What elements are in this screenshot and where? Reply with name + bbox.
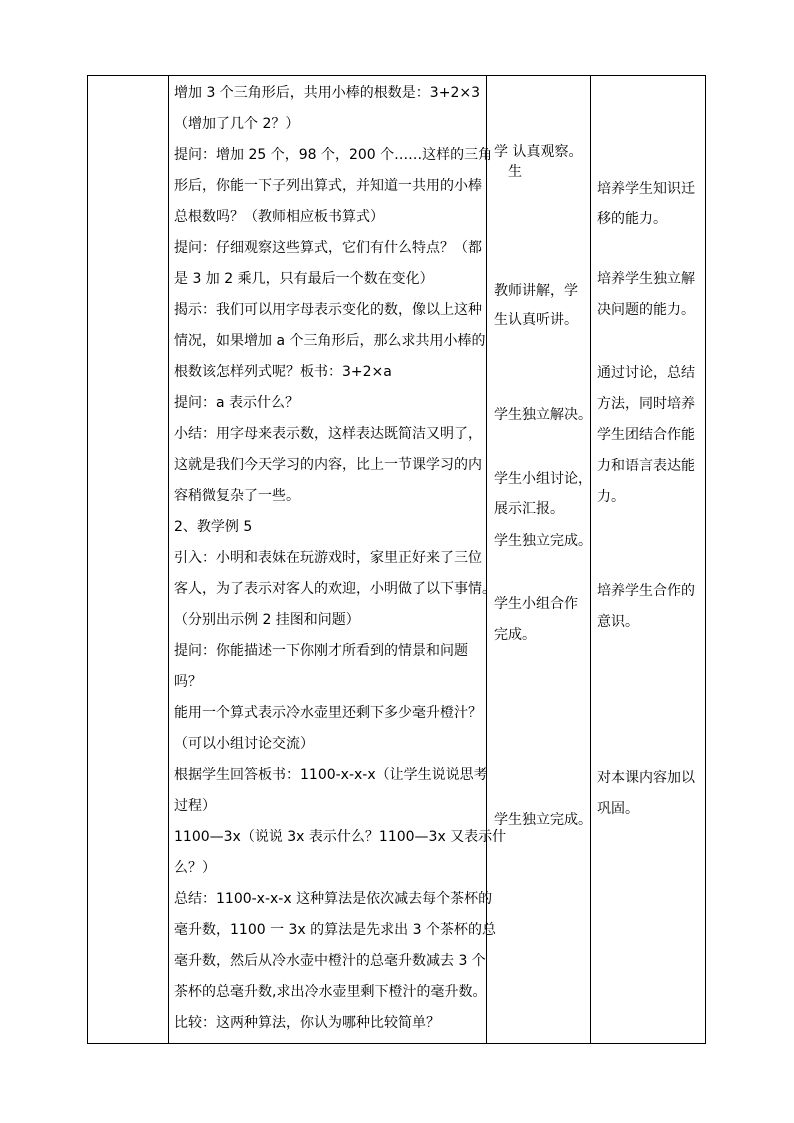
content-line: 比较：这两种算法，你认为哪种比较简单？ xyxy=(174,1015,440,1031)
activity-line: 学 认真观察。 xyxy=(494,144,583,160)
activity-line: 学生独立完成。 xyxy=(494,812,592,828)
content-line: 提问：你能描述一下你刚才所看到的情景和问题 xyxy=(174,643,468,659)
intent-line: 方法，同时培养 xyxy=(597,396,695,412)
content-line: 毫升数，1100 一 3x 的算法是先求出 3 个茶杯的总 xyxy=(174,922,496,938)
content-line: 么？） xyxy=(174,860,216,876)
content-line: 提问：仔细观察这些算式，它们有什么特点？（都 xyxy=(174,240,482,256)
student-activity-column xyxy=(494,76,590,1043)
content-line: 形后，你能一下子列出算式，并知道一共用的小棒 xyxy=(174,178,482,194)
content-line: 增加 3 个三角形后，共用小棒的根数是：3+2×3 xyxy=(174,85,480,101)
content-line: 吗？ xyxy=(174,674,202,690)
content-line: 过程） xyxy=(174,798,216,814)
lesson-plan-table xyxy=(87,75,706,1044)
activity-line: 学生独立解决。 xyxy=(494,407,592,423)
intent-line: 意识。 xyxy=(597,614,639,630)
content-line: 根数该怎样列式呢？板书：3+2×a xyxy=(174,364,392,380)
design-intent-column xyxy=(597,76,705,1043)
activity-line: 展示汇报。 xyxy=(494,501,564,517)
intent-line: 培养学生独立解 xyxy=(597,271,695,287)
column-divider xyxy=(590,76,591,1043)
activity-line: 完成。 xyxy=(494,627,536,643)
content-line: 总结：1100-x-x-x 这种算法是依次减去每个茶杯的 xyxy=(174,891,493,907)
content-line: 这就是我们今天学习的内容，比上一节课学习的内 xyxy=(174,457,482,473)
intent-line: 巩固。 xyxy=(597,801,639,817)
content-line: 提问：a 表示什么？ xyxy=(174,395,300,411)
content-line: 能用一个算式表示冷水壶里还剩下多少毫升橙汁？ xyxy=(174,705,482,721)
content-line: 2、教学例 5 xyxy=(174,519,253,535)
content-line: （增加了几个 2？） xyxy=(174,116,300,132)
intent-line: 学生团结合作能 xyxy=(597,427,695,443)
content-line: 提问：增加 25 个，98 个，200 个……这样的三角 xyxy=(174,147,493,163)
activity-line: 教师讲解，学 xyxy=(494,283,578,299)
blank-column xyxy=(88,76,168,1043)
content-line: 引入：小明和表妹在玩游戏时，家里正好来了三位 xyxy=(174,550,482,566)
activity-line: 学生独立完成。 xyxy=(494,533,592,549)
content-line: 总根数吗？（教师相应板书算式） xyxy=(174,209,384,225)
intent-line: 移的能力。 xyxy=(597,211,667,227)
intent-line: 培养学生知识迁 xyxy=(597,181,695,197)
content-line: 毫升数，然后从冷水壶中橙汁的总毫升数减去 3 个 xyxy=(174,953,486,969)
content-line: 揭示：我们可以用字母表示变化的数，像以上这种 xyxy=(174,302,482,318)
intent-line: 培养学生合作的 xyxy=(597,583,695,599)
intent-line: 力和语言表达能 xyxy=(597,458,695,474)
content-line: 小结：用字母来表示数，这样表达既简洁又明了， xyxy=(174,426,482,442)
content-line: 茶杯的总毫升数,求出冷水壶里剩下橙汁的毫升数。 xyxy=(174,984,487,1000)
activity-line: 生 xyxy=(508,164,522,180)
activity-line: 学生小组合作 xyxy=(494,596,578,612)
activity-line: 生认真听讲。 xyxy=(494,312,578,328)
content-line: （可以小组讨论交流） xyxy=(174,736,314,752)
activity-line: 学生小组讨论， xyxy=(494,471,592,487)
intent-line: 力。 xyxy=(597,489,625,505)
content-line: 是 3 加 2 乘几，只有最后一个数在变化） xyxy=(174,271,434,287)
intent-line: 对本课内容加以 xyxy=(597,770,695,786)
content-line: 1100—3x（说说 3x 表示什么？1100—3x 又表示什 xyxy=(174,829,507,845)
content-line: 容稍微复杂了一些。 xyxy=(174,488,300,504)
content-line: 根据学生回答板书：1100-x-x-x（让学生说说思考 xyxy=(174,767,488,783)
content-line: 情况，如果增加 a 个三角形后，那么求共用小棒的 xyxy=(174,333,486,349)
content-line: （分别出示例 2 挂图和问题） xyxy=(174,612,360,628)
intent-line: 决问题的能力。 xyxy=(597,302,695,318)
teaching-content-column xyxy=(174,76,507,1043)
column-divider xyxy=(168,76,169,1043)
content-line: 客人，为了表示对客人的欢迎，小明做了以下事情。 xyxy=(174,581,496,597)
intent-line: 通过讨论，总结 xyxy=(597,365,695,381)
